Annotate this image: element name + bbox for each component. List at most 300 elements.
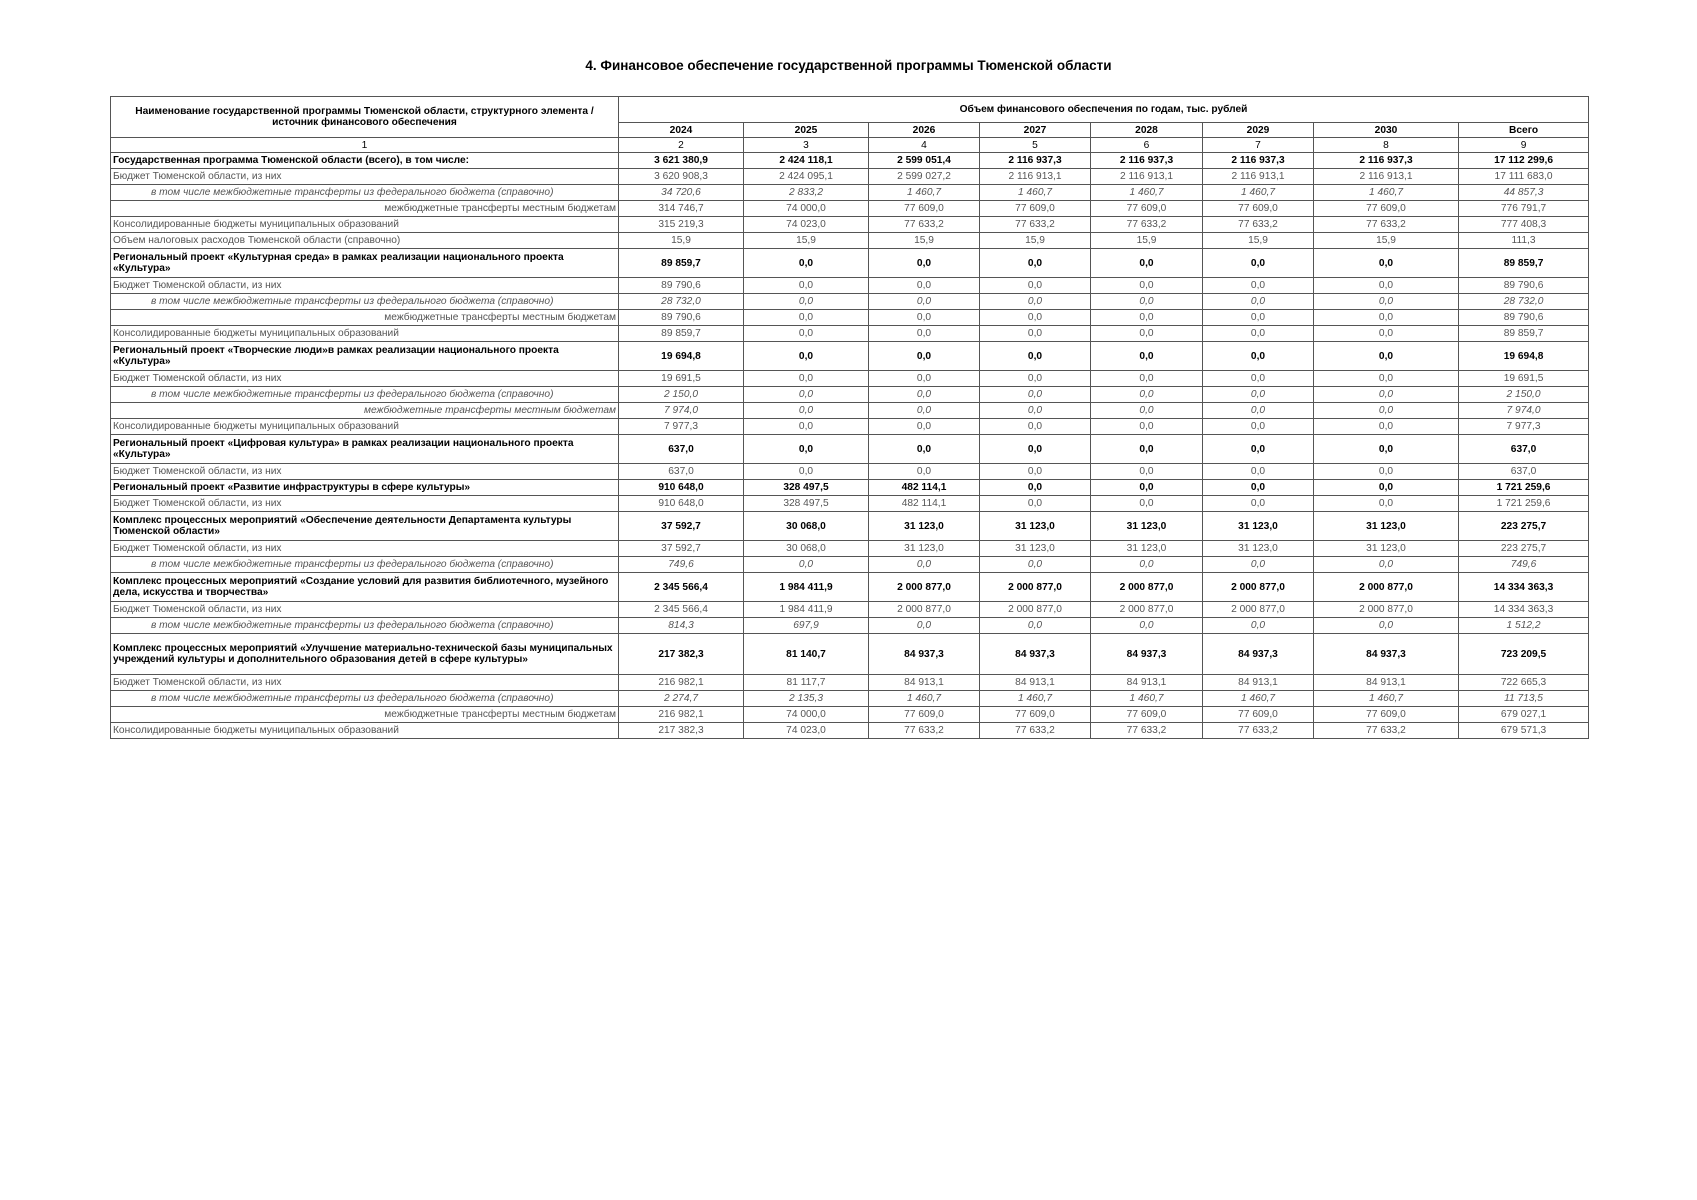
row-value-cell: 328 497,5 <box>744 480 869 496</box>
row-total-cell: 89 790,6 <box>1459 310 1589 326</box>
row-name-cell: Бюджет Тюменской области, из них <box>111 496 619 512</box>
row-value-cell: 2 000 877,0 <box>1091 602 1203 618</box>
row-name-cell: Комплекс процессных мероприятий «Улучшение материально-технической базы муниципальных учреждений культуры и дополнительного образования детей в сфере культуры» <box>111 634 619 675</box>
table-row <box>111 371 1589 387</box>
column-number-cell: 8 <box>1314 138 1459 153</box>
row-total-cell: 637,0 <box>1459 435 1589 464</box>
row-value-cell: 84 937,3 <box>1314 634 1459 675</box>
row-total-cell: 7 974,0 <box>1459 403 1589 419</box>
table-row <box>111 512 1589 541</box>
row-value-cell: 2 135,3 <box>744 691 869 707</box>
table-row <box>111 185 1589 201</box>
row-total-cell: 637,0 <box>1459 464 1589 480</box>
row-value-cell: 0,0 <box>1091 419 1203 435</box>
row-value-cell: 84 913,1 <box>869 675 980 691</box>
row-value-cell: 1 460,7 <box>1091 691 1203 707</box>
row-total-cell: 679 027,1 <box>1459 707 1589 723</box>
page-title: 4. Финансовое обеспечение государственной программы Тюменской области <box>585 58 1112 73</box>
row-value-cell: 2 116 913,1 <box>980 169 1091 185</box>
row-value-cell: 0,0 <box>744 387 869 403</box>
row-value-cell: 0,0 <box>1314 387 1459 403</box>
column-number-cell: 2 <box>619 138 744 153</box>
row-value-cell: 0,0 <box>869 294 980 310</box>
table-row <box>111 573 1589 602</box>
row-value-cell: 0,0 <box>1091 496 1203 512</box>
row-total-cell: 2 150,0 <box>1459 387 1589 403</box>
column-number-cell: 6 <box>1091 138 1203 153</box>
row-value-cell: 31 123,0 <box>1203 541 1314 557</box>
row-name-cell: в том числе межбюджетные трансферты из федерального бюджета (справочно) <box>111 387 619 403</box>
row-value-cell: 84 913,1 <box>980 675 1091 691</box>
row-value-cell: 0,0 <box>1314 419 1459 435</box>
row-value-cell: 31 123,0 <box>980 512 1091 541</box>
row-value-cell: 2 116 937,3 <box>980 153 1091 169</box>
row-value-cell: 30 068,0 <box>744 512 869 541</box>
row-value-cell: 81 140,7 <box>744 634 869 675</box>
row-value-cell: 217 382,3 <box>619 723 744 739</box>
row-value-cell: 77 633,2 <box>1203 723 1314 739</box>
header-year-cell: 2028 <box>1091 123 1203 138</box>
table-row <box>111 342 1589 371</box>
row-value-cell: 77 609,0 <box>1091 707 1203 723</box>
table-row <box>111 675 1589 691</box>
row-value-cell: 0,0 <box>869 278 980 294</box>
row-value-cell: 31 123,0 <box>1314 541 1459 557</box>
row-value-cell: 77 633,2 <box>980 723 1091 739</box>
table-row <box>111 707 1589 723</box>
row-value-cell: 31 123,0 <box>980 541 1091 557</box>
header-year-cell: 2027 <box>980 123 1091 138</box>
row-name-cell: Бюджет Тюменской области, из них <box>111 278 619 294</box>
row-name-cell: Бюджет Тюменской области, из них <box>111 464 619 480</box>
row-value-cell: 0,0 <box>980 464 1091 480</box>
row-value-cell: 81 117,7 <box>744 675 869 691</box>
row-value-cell: 2 345 566,4 <box>619 573 744 602</box>
table-row <box>111 201 1589 217</box>
row-total-cell: 1 721 259,6 <box>1459 496 1589 512</box>
row-value-cell: 0,0 <box>744 294 869 310</box>
row-total-cell: 722 665,3 <box>1459 675 1589 691</box>
row-value-cell: 3 621 380,9 <box>619 153 744 169</box>
row-value-cell: 314 746,7 <box>619 201 744 217</box>
row-value-cell: 910 648,0 <box>619 496 744 512</box>
table-row <box>111 294 1589 310</box>
row-total-cell: 111,3 <box>1459 233 1589 249</box>
row-value-cell: 2 150,0 <box>619 387 744 403</box>
row-name-cell: в том числе межбюджетные трансферты из федерального бюджета (справочно) <box>111 185 619 201</box>
row-total-cell: 19 691,5 <box>1459 371 1589 387</box>
header-year-cell: 2025 <box>744 123 869 138</box>
row-name-cell: Региональный проект «Развитие инфраструктуры в сфере культуры» <box>111 480 619 496</box>
header-year-cell: 2030 <box>1314 123 1459 138</box>
row-name-cell: в том числе межбюджетные трансферты из федерального бюджета (справочно) <box>111 557 619 573</box>
row-value-cell: 0,0 <box>980 326 1091 342</box>
row-value-cell: 0,0 <box>980 419 1091 435</box>
row-value-cell: 2 345 566,4 <box>619 602 744 618</box>
row-value-cell: 31 123,0 <box>1091 541 1203 557</box>
row-value-cell: 1 460,7 <box>980 691 1091 707</box>
row-total-cell: 89 790,6 <box>1459 278 1589 294</box>
row-value-cell: 2 000 877,0 <box>1314 602 1459 618</box>
row-value-cell: 2 424 095,1 <box>744 169 869 185</box>
row-value-cell: 15,9 <box>1091 233 1203 249</box>
row-value-cell: 84 913,1 <box>1203 675 1314 691</box>
row-value-cell: 482 114,1 <box>869 496 980 512</box>
row-value-cell: 0,0 <box>1091 249 1203 278</box>
row-value-cell: 2 000 877,0 <box>869 573 980 602</box>
row-name-cell: межбюджетные трансферты местным бюджетам <box>111 707 619 723</box>
row-value-cell: 28 732,0 <box>619 294 744 310</box>
row-value-cell: 77 609,0 <box>1314 201 1459 217</box>
row-value-cell: 2 000 877,0 <box>1203 573 1314 602</box>
header-name-cell: Наименование государственной программы Тюменской области, структурного элемента / источник финансового обеспечения <box>111 97 619 138</box>
row-name-cell: в том числе межбюджетные трансферты из федерального бюджета (справочно) <box>111 691 619 707</box>
row-value-cell: 0,0 <box>980 496 1091 512</box>
row-value-cell: 0,0 <box>1314 464 1459 480</box>
row-value-cell: 1 460,7 <box>1203 691 1314 707</box>
column-number-cell: 1 <box>111 138 619 153</box>
row-value-cell: 1 984 411,9 <box>744 573 869 602</box>
row-value-cell: 77 633,2 <box>1091 217 1203 233</box>
row-value-cell: 0,0 <box>1203 435 1314 464</box>
row-value-cell: 77 609,0 <box>1203 707 1314 723</box>
row-name-cell: Консолидированные бюджеты муниципальных образований <box>111 217 619 233</box>
row-value-cell: 0,0 <box>744 419 869 435</box>
row-value-cell: 3 620 908,3 <box>619 169 744 185</box>
row-value-cell: 37 592,7 <box>619 512 744 541</box>
row-value-cell: 2 833,2 <box>744 185 869 201</box>
row-value-cell: 0,0 <box>980 371 1091 387</box>
table-row <box>111 169 1589 185</box>
row-value-cell: 77 633,2 <box>1314 723 1459 739</box>
header-year-cell: 2024 <box>619 123 744 138</box>
row-name-cell: Комплекс процессных мероприятий «Создание условий для развития библиотечного, музейного дела, искусства и творчества» <box>111 573 619 602</box>
table-row <box>111 634 1589 675</box>
row-total-cell: 749,6 <box>1459 557 1589 573</box>
table-row <box>111 480 1589 496</box>
row-value-cell: 1 984 411,9 <box>744 602 869 618</box>
row-value-cell: 0,0 <box>1314 310 1459 326</box>
row-total-cell: 679 571,3 <box>1459 723 1589 739</box>
row-name-cell: в том числе межбюджетные трансферты из федерального бюджета (справочно) <box>111 294 619 310</box>
row-value-cell: 74 023,0 <box>744 217 869 233</box>
row-total-cell: 723 209,5 <box>1459 634 1589 675</box>
row-value-cell: 0,0 <box>1091 480 1203 496</box>
row-value-cell: 2 116 913,1 <box>1091 169 1203 185</box>
row-value-cell: 0,0 <box>1203 496 1314 512</box>
row-value-cell: 2 424 118,1 <box>744 153 869 169</box>
row-value-cell: 0,0 <box>980 294 1091 310</box>
row-value-cell: 0,0 <box>1203 310 1314 326</box>
row-value-cell: 0,0 <box>869 326 980 342</box>
row-value-cell: 77 609,0 <box>980 201 1091 217</box>
row-name-cell: Бюджет Тюменской области, из них <box>111 371 619 387</box>
column-number-cell: 5 <box>980 138 1091 153</box>
row-value-cell: 15,9 <box>744 233 869 249</box>
table-row <box>111 153 1589 169</box>
row-value-cell: 0,0 <box>1091 618 1203 634</box>
row-value-cell: 77 609,0 <box>1314 707 1459 723</box>
table-row <box>111 387 1589 403</box>
row-value-cell: 31 123,0 <box>869 512 980 541</box>
row-name-cell: Бюджет Тюменской области, из них <box>111 541 619 557</box>
row-value-cell: 89 790,6 <box>619 278 744 294</box>
row-value-cell: 0,0 <box>1203 419 1314 435</box>
row-value-cell: 77 609,0 <box>980 707 1091 723</box>
header-row-labels <box>111 97 1589 123</box>
column-number-cell: 3 <box>744 138 869 153</box>
row-value-cell: 30 068,0 <box>744 541 869 557</box>
column-number-cell: 4 <box>869 138 980 153</box>
row-value-cell: 7 977,3 <box>619 419 744 435</box>
row-value-cell: 0,0 <box>869 557 980 573</box>
header-year-cell: 2026 <box>869 123 980 138</box>
row-value-cell: 34 720,6 <box>619 185 744 201</box>
row-total-cell: 17 112 299,6 <box>1459 153 1589 169</box>
row-value-cell: 77 633,2 <box>869 723 980 739</box>
row-value-cell: 2 116 937,3 <box>1091 153 1203 169</box>
row-value-cell: 0,0 <box>1091 278 1203 294</box>
row-value-cell: 77 633,2 <box>980 217 1091 233</box>
row-value-cell: 0,0 <box>1203 403 1314 419</box>
row-value-cell: 84 937,3 <box>980 634 1091 675</box>
row-value-cell: 0,0 <box>1203 342 1314 371</box>
row-value-cell: 0,0 <box>980 387 1091 403</box>
row-value-cell: 89 859,7 <box>619 326 744 342</box>
row-value-cell: 2 000 877,0 <box>1203 602 1314 618</box>
row-value-cell: 0,0 <box>980 342 1091 371</box>
row-value-cell: 0,0 <box>869 464 980 480</box>
row-value-cell: 216 982,1 <box>619 707 744 723</box>
row-value-cell: 15,9 <box>619 233 744 249</box>
row-value-cell: 0,0 <box>744 557 869 573</box>
row-value-cell: 0,0 <box>744 249 869 278</box>
row-name-cell: Объем налоговых расходов Тюменской области (справочно) <box>111 233 619 249</box>
row-value-cell: 0,0 <box>1314 249 1459 278</box>
row-name-cell: межбюджетные трансферты местным бюджетам <box>111 201 619 217</box>
row-value-cell: 0,0 <box>1091 464 1203 480</box>
column-number-cell: 9 <box>1459 138 1589 153</box>
row-value-cell: 0,0 <box>744 278 869 294</box>
row-value-cell: 89 790,6 <box>619 310 744 326</box>
row-value-cell: 0,0 <box>1091 294 1203 310</box>
row-value-cell: 0,0 <box>1203 464 1314 480</box>
row-value-cell: 2 599 051,4 <box>869 153 980 169</box>
row-total-cell: 777 408,3 <box>1459 217 1589 233</box>
row-value-cell: 0,0 <box>1314 294 1459 310</box>
row-value-cell: 1 460,7 <box>1314 185 1459 201</box>
row-total-cell: 14 334 363,3 <box>1459 573 1589 602</box>
row-value-cell: 749,6 <box>619 557 744 573</box>
row-value-cell: 89 859,7 <box>619 249 744 278</box>
row-name-cell: в том числе межбюджетные трансферты из федерального бюджета (справочно) <box>111 618 619 634</box>
table-row <box>111 249 1589 278</box>
row-total-cell: 223 275,7 <box>1459 512 1589 541</box>
row-value-cell: 1 460,7 <box>1314 691 1459 707</box>
row-value-cell: 0,0 <box>1314 342 1459 371</box>
row-value-cell: 2 116 937,3 <box>1203 153 1314 169</box>
row-value-cell: 2 116 937,3 <box>1314 153 1459 169</box>
row-value-cell: 84 913,1 <box>1091 675 1203 691</box>
row-value-cell: 31 123,0 <box>869 541 980 557</box>
row-value-cell: 77 633,2 <box>1203 217 1314 233</box>
row-value-cell: 0,0 <box>1091 403 1203 419</box>
row-total-cell: 776 791,7 <box>1459 201 1589 217</box>
row-value-cell: 0,0 <box>869 310 980 326</box>
row-total-cell: 19 694,8 <box>1459 342 1589 371</box>
row-value-cell: 0,0 <box>1091 387 1203 403</box>
row-value-cell: 216 982,1 <box>619 675 744 691</box>
header-row-numbers <box>111 138 1589 153</box>
row-name-cell: Бюджет Тюменской области, из них <box>111 675 619 691</box>
row-value-cell: 15,9 <box>980 233 1091 249</box>
row-value-cell: 0,0 <box>1091 557 1203 573</box>
row-value-cell: 0,0 <box>980 249 1091 278</box>
row-value-cell: 328 497,5 <box>744 496 869 512</box>
row-name-cell: Бюджет Тюменской области, из них <box>111 169 619 185</box>
row-name-cell: Консолидированные бюджеты муниципальных образований <box>111 419 619 435</box>
row-value-cell: 217 382,3 <box>619 634 744 675</box>
column-number-cell: 7 <box>1203 138 1314 153</box>
row-value-cell: 637,0 <box>619 435 744 464</box>
row-value-cell: 2 116 913,1 <box>1314 169 1459 185</box>
row-value-cell: 0,0 <box>980 310 1091 326</box>
row-value-cell: 2 274,7 <box>619 691 744 707</box>
row-name-cell: Бюджет Тюменской области, из них <box>111 602 619 618</box>
row-total-cell: 7 977,3 <box>1459 419 1589 435</box>
row-name-cell: Региональный проект «Творческие люди»в рамках реализации национального проекта «Культура» <box>111 342 619 371</box>
row-value-cell: 0,0 <box>1314 371 1459 387</box>
row-value-cell: 0,0 <box>1314 278 1459 294</box>
row-value-cell: 77 633,2 <box>869 217 980 233</box>
table-row <box>111 496 1589 512</box>
row-value-cell: 637,0 <box>619 464 744 480</box>
row-value-cell: 2 000 877,0 <box>1314 573 1459 602</box>
row-value-cell: 7 974,0 <box>619 403 744 419</box>
row-name-cell: Комплекс процессных мероприятий «Обеспечение деятельности Департамента культуры Тюменской области» <box>111 512 619 541</box>
row-value-cell: 0,0 <box>1203 557 1314 573</box>
row-value-cell: 0,0 <box>1203 387 1314 403</box>
row-value-cell: 1 460,7 <box>1203 185 1314 201</box>
row-value-cell: 0,0 <box>744 326 869 342</box>
row-value-cell: 2 599 027,2 <box>869 169 980 185</box>
row-value-cell: 0,0 <box>744 371 869 387</box>
row-name-cell: Региональный проект «Цифровая культура» в рамках реализации национального проекта «Культура» <box>111 435 619 464</box>
row-value-cell: 0,0 <box>1314 435 1459 464</box>
table-row <box>111 618 1589 634</box>
row-name-cell: межбюджетные трансферты местным бюджетам <box>111 403 619 419</box>
row-value-cell: 0,0 <box>1091 342 1203 371</box>
row-value-cell: 0,0 <box>1314 557 1459 573</box>
row-value-cell: 15,9 <box>1203 233 1314 249</box>
row-value-cell: 0,0 <box>869 387 980 403</box>
row-value-cell: 31 123,0 <box>1203 512 1314 541</box>
row-total-cell: 1 721 259,6 <box>1459 480 1589 496</box>
row-value-cell: 0,0 <box>1203 294 1314 310</box>
row-value-cell: 0,0 <box>980 618 1091 634</box>
row-value-cell: 0,0 <box>1203 371 1314 387</box>
row-value-cell: 0,0 <box>869 618 980 634</box>
header-year-cell: 2029 <box>1203 123 1314 138</box>
row-value-cell: 0,0 <box>1091 326 1203 342</box>
row-total-cell: 14 334 363,3 <box>1459 602 1589 618</box>
row-value-cell: 0,0 <box>1314 618 1459 634</box>
row-value-cell: 0,0 <box>869 342 980 371</box>
row-value-cell: 0,0 <box>744 464 869 480</box>
row-value-cell: 2 000 877,0 <box>980 602 1091 618</box>
row-value-cell: 315 219,3 <box>619 217 744 233</box>
row-value-cell: 0,0 <box>980 403 1091 419</box>
row-value-cell: 0,0 <box>980 480 1091 496</box>
row-total-cell: 28 732,0 <box>1459 294 1589 310</box>
financing-table <box>110 96 1589 739</box>
row-value-cell: 0,0 <box>1203 618 1314 634</box>
row-value-cell: 2 116 913,1 <box>1203 169 1314 185</box>
row-value-cell: 0,0 <box>980 435 1091 464</box>
row-value-cell: 84 913,1 <box>1314 675 1459 691</box>
row-value-cell: 77 609,0 <box>869 707 980 723</box>
row-value-cell: 37 592,7 <box>619 541 744 557</box>
row-value-cell: 0,0 <box>1314 403 1459 419</box>
row-value-cell: 77 609,0 <box>1203 201 1314 217</box>
row-value-cell: 77 609,0 <box>1091 201 1203 217</box>
table-body <box>111 97 1589 739</box>
table-row <box>111 602 1589 618</box>
row-value-cell: 0,0 <box>1314 480 1459 496</box>
table-row <box>111 326 1589 342</box>
table-row <box>111 233 1589 249</box>
row-value-cell: 0,0 <box>869 403 980 419</box>
row-value-cell: 0,0 <box>980 278 1091 294</box>
row-value-cell: 2 000 877,0 <box>1091 573 1203 602</box>
row-value-cell: 74 000,0 <box>744 201 869 217</box>
row-value-cell: 15,9 <box>869 233 980 249</box>
row-total-cell: 223 275,7 <box>1459 541 1589 557</box>
row-value-cell: 77 633,2 <box>1314 217 1459 233</box>
row-value-cell: 697,9 <box>744 618 869 634</box>
row-value-cell: 0,0 <box>980 557 1091 573</box>
row-value-cell: 19 694,8 <box>619 342 744 371</box>
row-value-cell: 0,0 <box>1091 310 1203 326</box>
table-row <box>111 278 1589 294</box>
table-row <box>111 435 1589 464</box>
row-value-cell: 84 937,3 <box>869 634 980 675</box>
table-row <box>111 557 1589 573</box>
table-row <box>111 541 1589 557</box>
table-row <box>111 310 1589 326</box>
row-value-cell: 0,0 <box>1091 371 1203 387</box>
row-value-cell: 0,0 <box>1203 326 1314 342</box>
header-volume-cell: Объем финансового обеспечения по годам, тыс. рублей <box>619 97 1589 123</box>
row-value-cell: 1 460,7 <box>869 691 980 707</box>
row-value-cell: 0,0 <box>869 371 980 387</box>
row-value-cell: 0,0 <box>1203 278 1314 294</box>
table-row <box>111 419 1589 435</box>
row-name-cell: Консолидированные бюджеты муниципальных образований <box>111 326 619 342</box>
row-value-cell: 0,0 <box>869 249 980 278</box>
row-total-cell: 89 859,7 <box>1459 249 1589 278</box>
row-value-cell: 0,0 <box>744 310 869 326</box>
row-name-cell: межбюджетные трансферты местным бюджетам <box>111 310 619 326</box>
row-name-cell: Государственная программа Тюменской области (всего), в том числе: <box>111 153 619 169</box>
row-total-cell: 11 713,5 <box>1459 691 1589 707</box>
row-value-cell: 31 123,0 <box>1091 512 1203 541</box>
row-value-cell: 74 000,0 <box>744 707 869 723</box>
row-value-cell: 0,0 <box>1203 480 1314 496</box>
row-value-cell: 2 000 877,0 <box>869 602 980 618</box>
row-value-cell: 1 460,7 <box>980 185 1091 201</box>
row-total-cell: 17 111 683,0 <box>1459 169 1589 185</box>
